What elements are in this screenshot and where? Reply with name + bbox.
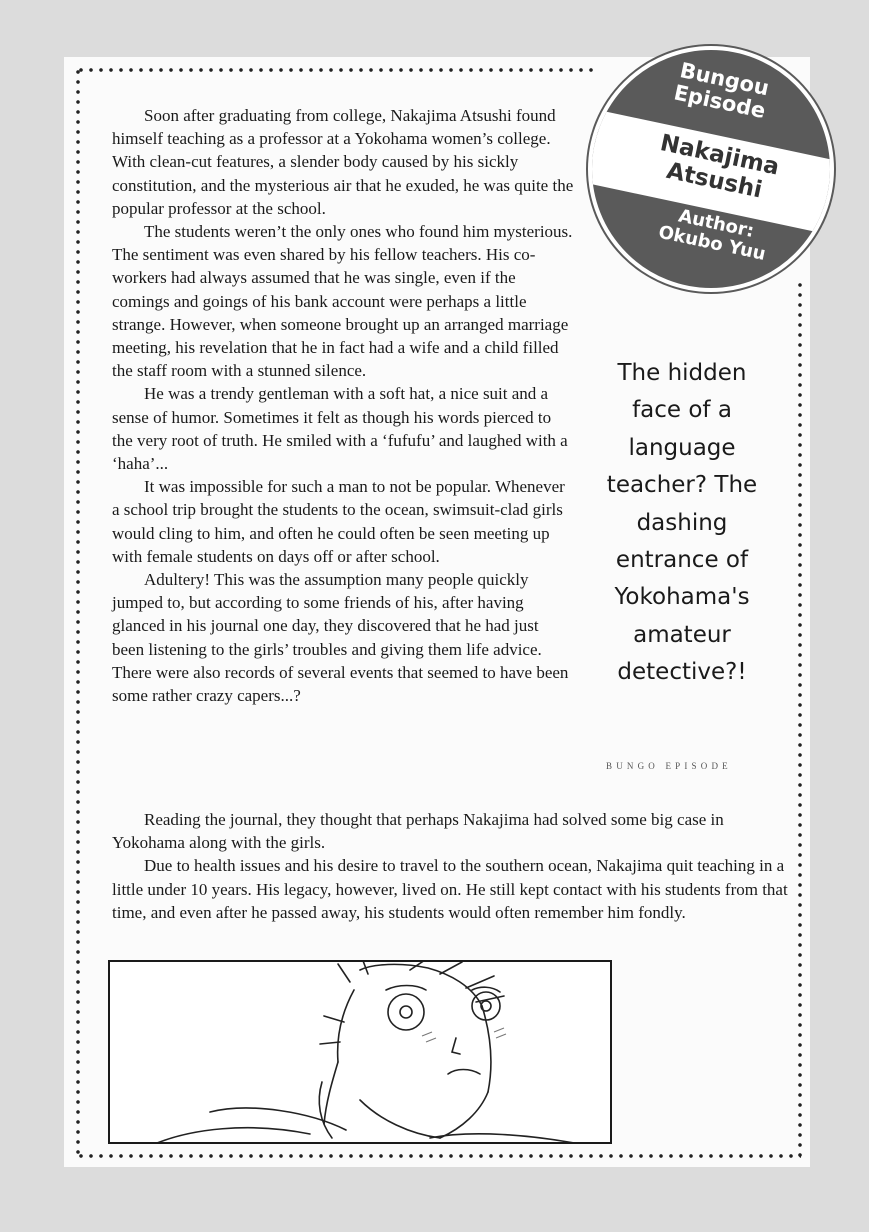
dotted-border-top [76, 67, 596, 73]
episode-badge [588, 46, 834, 292]
bottom-text [112, 808, 792, 924]
paragraph: Adultery! This was the assumption many people quickly jumped to, but according to some friends of his, after having glanced in his journal one day, they discovered that he had just been listening to the girls’ troubles and giving them life advice. There were also records of several events that seemed to have been some rather crazy capers...? [112, 570, 569, 706]
badge-name: Nakajima Atsushi [657, 130, 782, 204]
dotted-border-right [797, 280, 803, 1160]
paragraph: He was a trendy gentleman with a soft hat, a nice suit and a sense of humor. Sometimes it felt as though his words pierced to the very root of truth. He smiled with a ‘fufufu’ and laughed with a ‘haha’... [112, 384, 568, 474]
paragraph: Due to health issues and his desire to travel to the southern ocean, Nakajima quit teaching in a little under 10 years. His legacy, however, lived on. He still kept contact with his students from that time, and even after he passed away, his students would often remember him fondly. [112, 856, 788, 922]
badge-author: Author: Okubo Yuu [656, 205, 768, 265]
character-face-illustration [110, 962, 612, 1144]
running-head: BUNGO EPISODE [606, 761, 732, 771]
manga-panel-illustration [108, 960, 612, 1144]
dotted-border-bottom [76, 1153, 801, 1159]
paragraph: Soon after graduating from college, Nakajima Atsushi found himself teaching as a professor at a Yokohama women’s college. With clean-cut features, a slender body caused by his sickly constitution, and the mysterious air that he exuded, he was quite the popular professor at the school. [112, 106, 574, 218]
paragraph: It was impossible for such a man to not be popular. Whenever a school trip brought the students to the ocean, swimsuit-clad girls would cling to him, and often he could often be seen meeting up with female students on days off or after school. [112, 477, 565, 566]
badge-top-label: Bungou Episode [671, 58, 772, 124]
paragraph: Reading the journal, they thought that perhaps Nakajima had solved some big case in Yokohama along with the girls. [112, 810, 724, 853]
paragraph: The students weren’t the only ones who found him mysterious. The sentiment was even shared by his fellow teachers. His co-workers had always assumed that he was single, even if the comings and goings of his bank account were perhaps a little strange. However, when someone brought up an arranged marriage meeting, his revelation that he in fact had a wife and a child filled the staff room with a stunned silence. [112, 222, 573, 381]
main-column-text [112, 104, 574, 707]
dotted-border-left [75, 67, 81, 1159]
tagline: The hidden face of a language teacher? The dashing entrance of Yokohama's amateur detective?! [606, 360, 758, 686]
